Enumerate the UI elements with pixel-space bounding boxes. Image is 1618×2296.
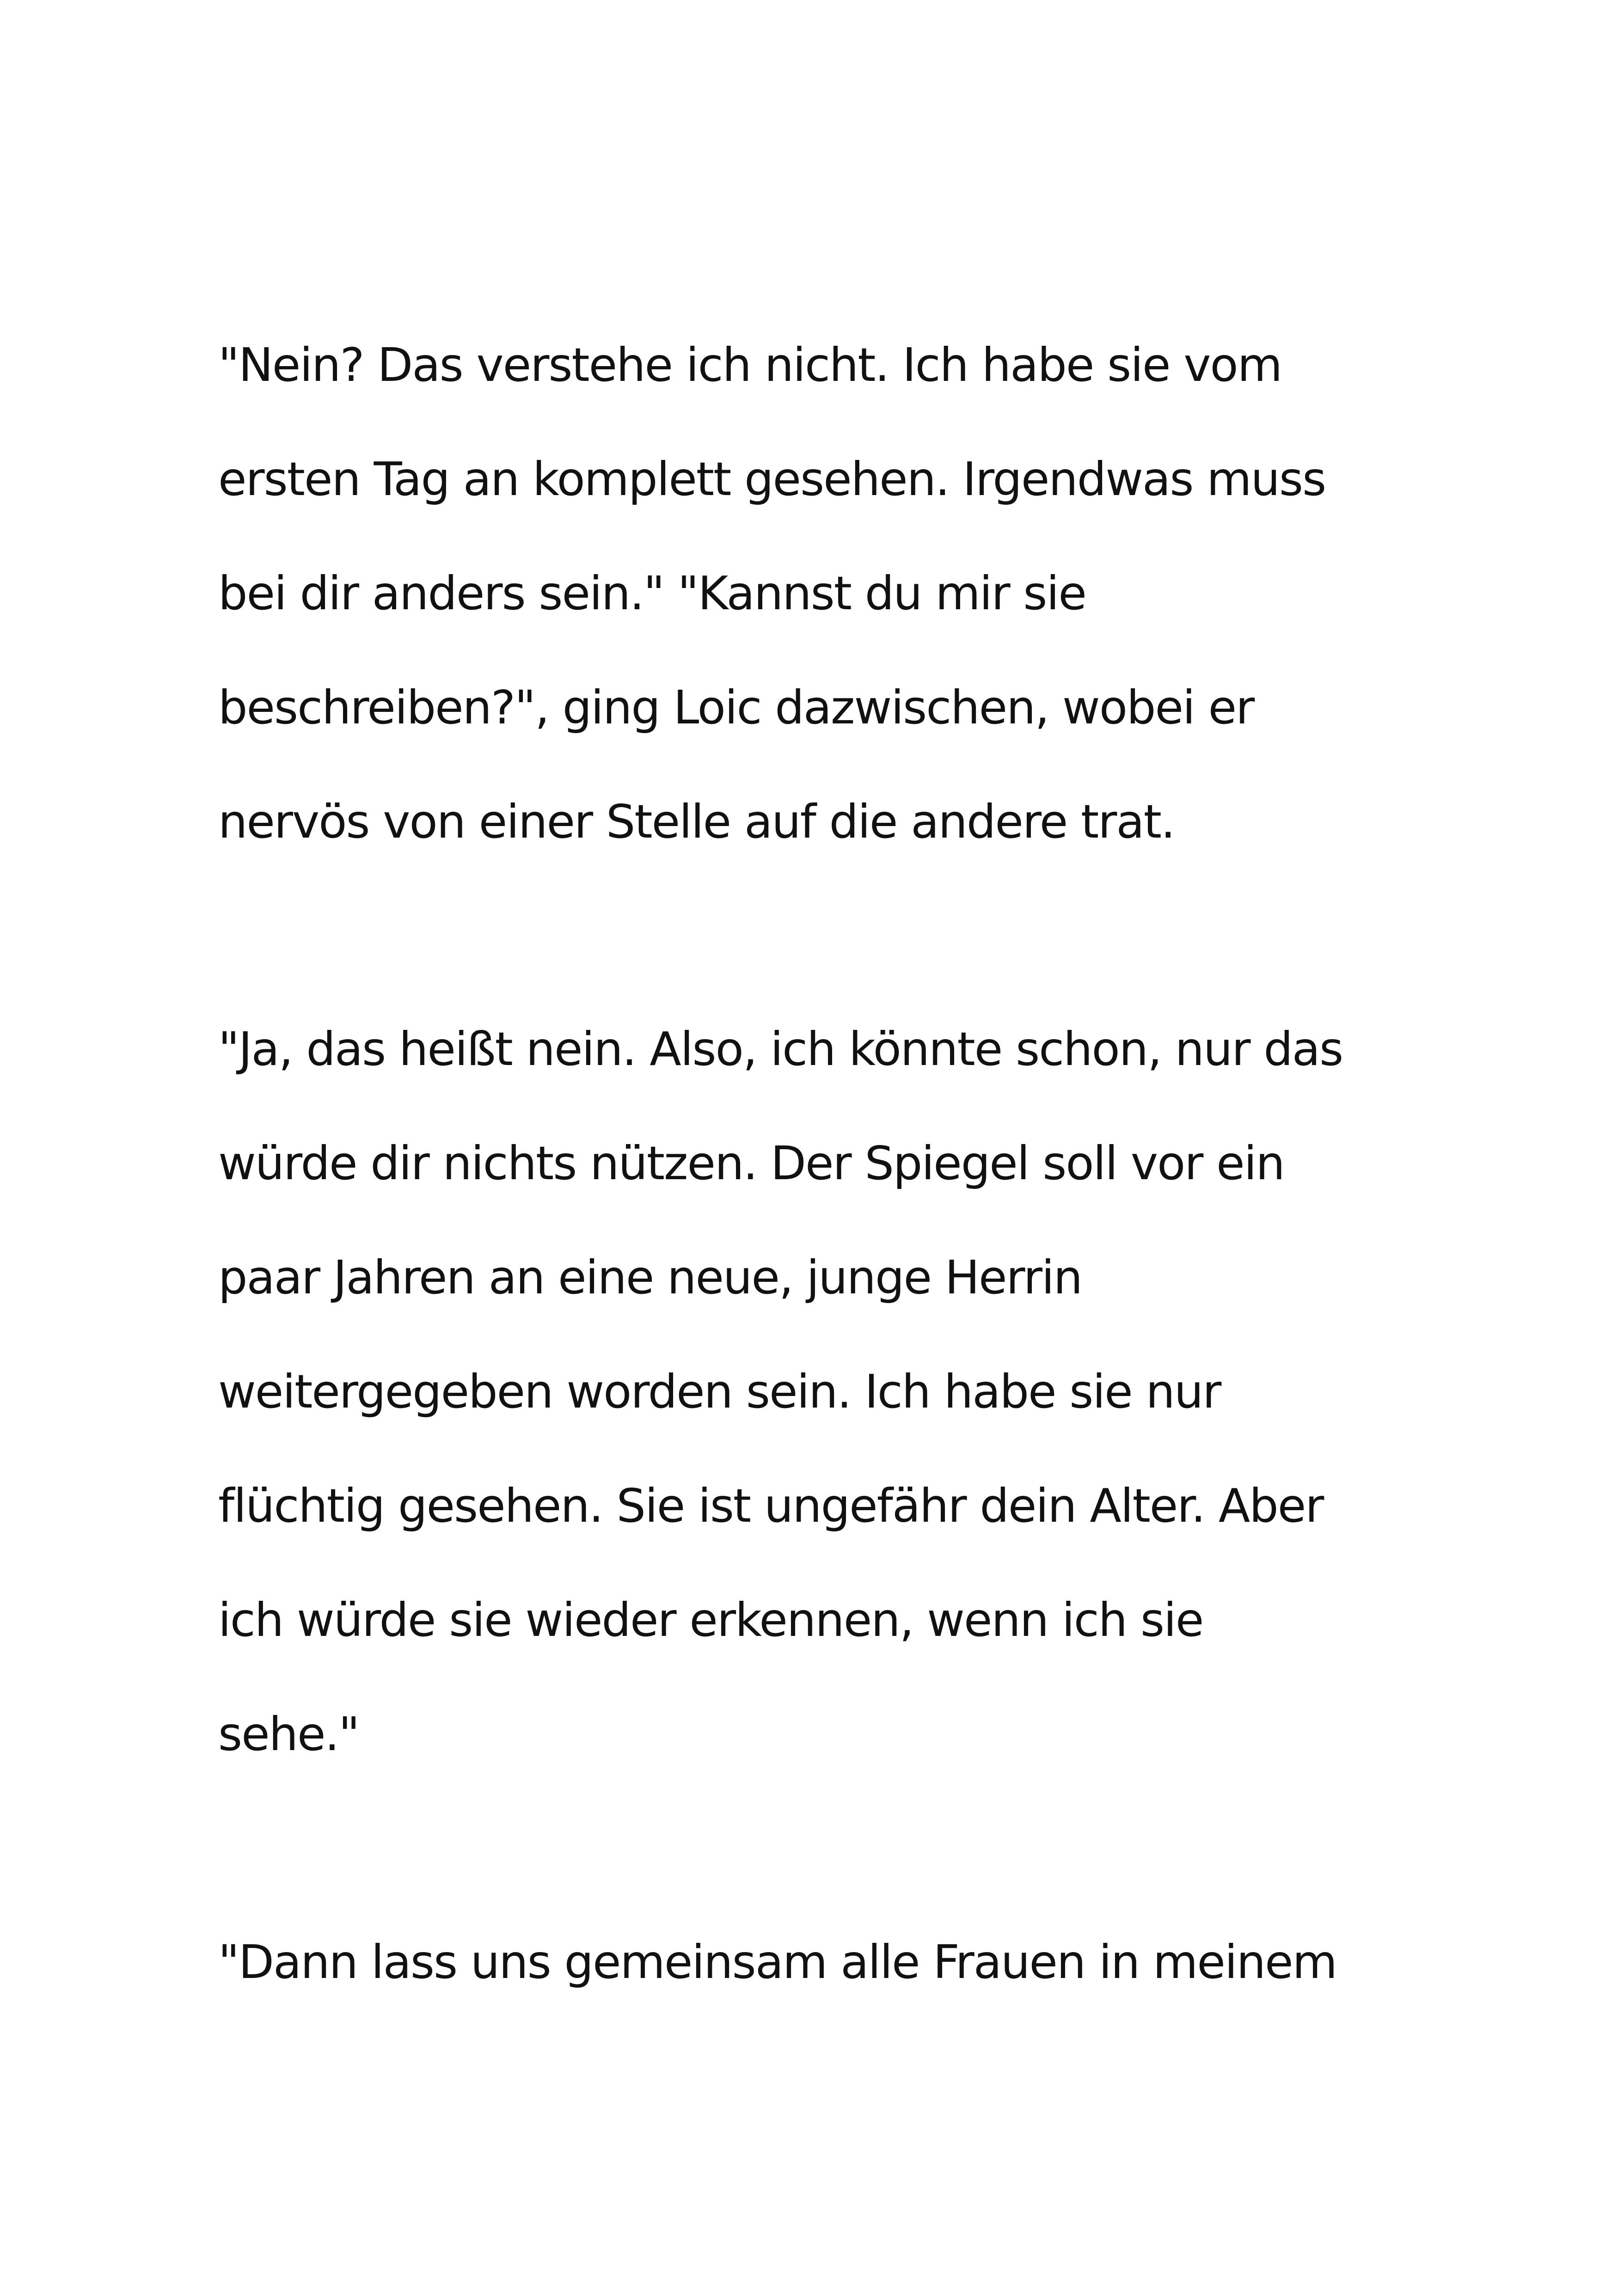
text-line: ich würde sie wieder erkennen, wenn ich sie <box>218 1593 1203 1647</box>
text-line: "Ja, das heißt nein. Also, ich könnte schon, nur das <box>218 1022 1343 1076</box>
text-line: beschreiben?", ging Loic dazwischen, wobei er <box>218 680 1254 735</box>
text-line: nervös von einer Stelle auf die andere trat. <box>218 795 1175 849</box>
text-line: paar Jahren an eine neue, junge Herrin <box>218 1250 1082 1304</box>
text-line: "Dann lass uns gemeinsam alle Frauen in meinem <box>218 1935 1337 1989</box>
text-line: würde dir nichts nützen. Der Spiegel soll vor ein <box>218 1136 1284 1190</box>
text-line: flüchtig gesehen. Sie ist ungefähr dein Alter. Aber <box>218 1479 1324 1533</box>
text-line: weitergegeben worden sein. Ich habe sie nur <box>218 1365 1221 1419</box>
text-line: "Nein? Das verstehe ich nicht. Ich habe sie vom <box>218 338 1282 392</box>
text-line: sehe." <box>218 1707 359 1761</box>
text-line: bei dir anders sein." "Kannst du mir sie <box>218 566 1086 620</box>
text-line: ersten Tag an komplett gesehen. Irgendwas muss <box>218 452 1326 506</box>
